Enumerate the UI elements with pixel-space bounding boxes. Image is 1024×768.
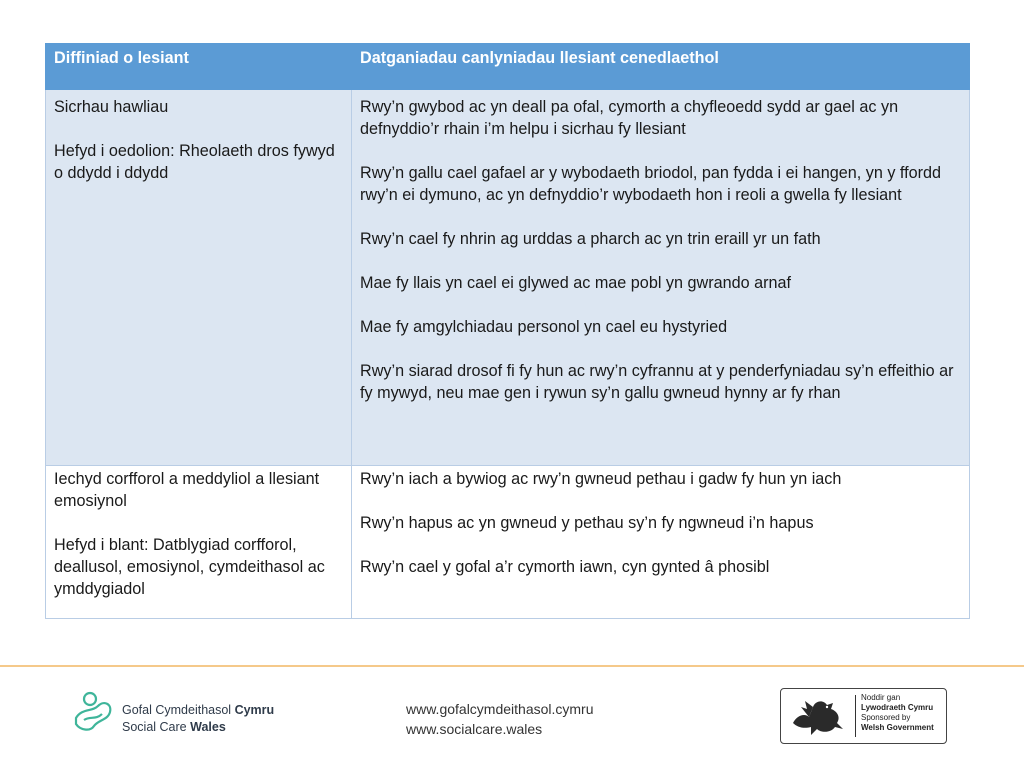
welsh-government-badge — [780, 688, 947, 744]
social-care-wales-logo — [72, 690, 292, 740]
table-row — [46, 466, 970, 619]
logo-wordmark: Gofal Cymdeithasol Cymru Social Care Wales — [122, 703, 275, 734]
statement-text: Mae fy llais yn cael ei glywed ac mae pobl yn gwrando arnaf — [360, 274, 791, 292]
statements-cell — [352, 466, 970, 619]
statement-text: Rwy’n cael fy nhrin ag urddas a pharch ac yn trin eraill yr un fath — [360, 230, 821, 248]
header-definition: Diffiniad o lesiant — [46, 44, 352, 90]
social-care-wales-logo-icon — [72, 690, 118, 736]
footer-urls — [406, 699, 594, 739]
statement-text: Rwy’n gallu cael gafael ar y wybodaeth briodol, pan fydda i ei hangen, yn y ffordd rwy’n ei dymuno, ac yn defnyddio’r wybodaeth hon i reoli a gwella fy llesiant — [360, 164, 942, 204]
statement-text: Rwy’n hapus ac yn gwneud y pethau sy’n fy ngwneud i’n hapus — [360, 514, 814, 532]
url-welsh[interactable]: www.gofalcymdeithasol.cymru — [406, 701, 594, 717]
statement-text: Mae fy amgylchiadau personol yn cael eu hystyried — [360, 318, 728, 336]
wellbeing-table — [45, 43, 970, 619]
definition-text: Hefyd i blant: Datblygiad corfforol, deallusol, emosiynol, cymdeithasol ac ymddygiadol — [54, 536, 325, 598]
statements-cell — [352, 90, 970, 466]
statement-text: Rwy’n cael y gofal a’r cymorth iawn, cyn gynted â phosibl — [360, 558, 770, 576]
header-outcome-statements: Datganiadau canlyniadau llesiant cenedlaethol — [352, 44, 970, 90]
statement-text: Rwy’n siarad drosof fi fy hun ac rwy’n cyfrannu at y penderfyniadau sy’n effeithio ar fy mywyd, neu mae gen i rywun sy’n gallu gwneud hynny ar fy rhan — [360, 362, 954, 402]
url-english[interactable]: www.socialcare.wales — [406, 721, 543, 737]
definition-text: Iechyd corfforol a meddyliol a llesiant emosiynol — [54, 470, 320, 510]
footer-divider — [0, 665, 1024, 667]
sponsor-text: Noddir gan Lywodraeth Cymru Sponsored by Welsh Government — [861, 693, 934, 732]
definition-text: Sicrhau hawliau — [54, 98, 169, 116]
definition-cell — [46, 90, 352, 466]
statement-text: Rwy’n gwybod ac yn deall pa ofal, cymorth a chyfleoedd sydd ar gael ac yn defnyddio’r rhain i’m helpu i sicrhau fy llesiant — [360, 98, 899, 138]
table-row — [46, 90, 970, 466]
definition-cell — [46, 466, 352, 619]
definition-text: Hefyd i oedolion: Rheolaeth dros fywyd o ddydd i ddydd — [54, 142, 335, 182]
table-header-row — [46, 44, 970, 90]
statement-text: Rwy’n iach a bywiog ac rwy’n gwneud pethau i gadw fy hun yn iach — [360, 470, 842, 488]
badge-divider — [855, 695, 856, 737]
welsh-dragon-icon — [787, 693, 851, 739]
